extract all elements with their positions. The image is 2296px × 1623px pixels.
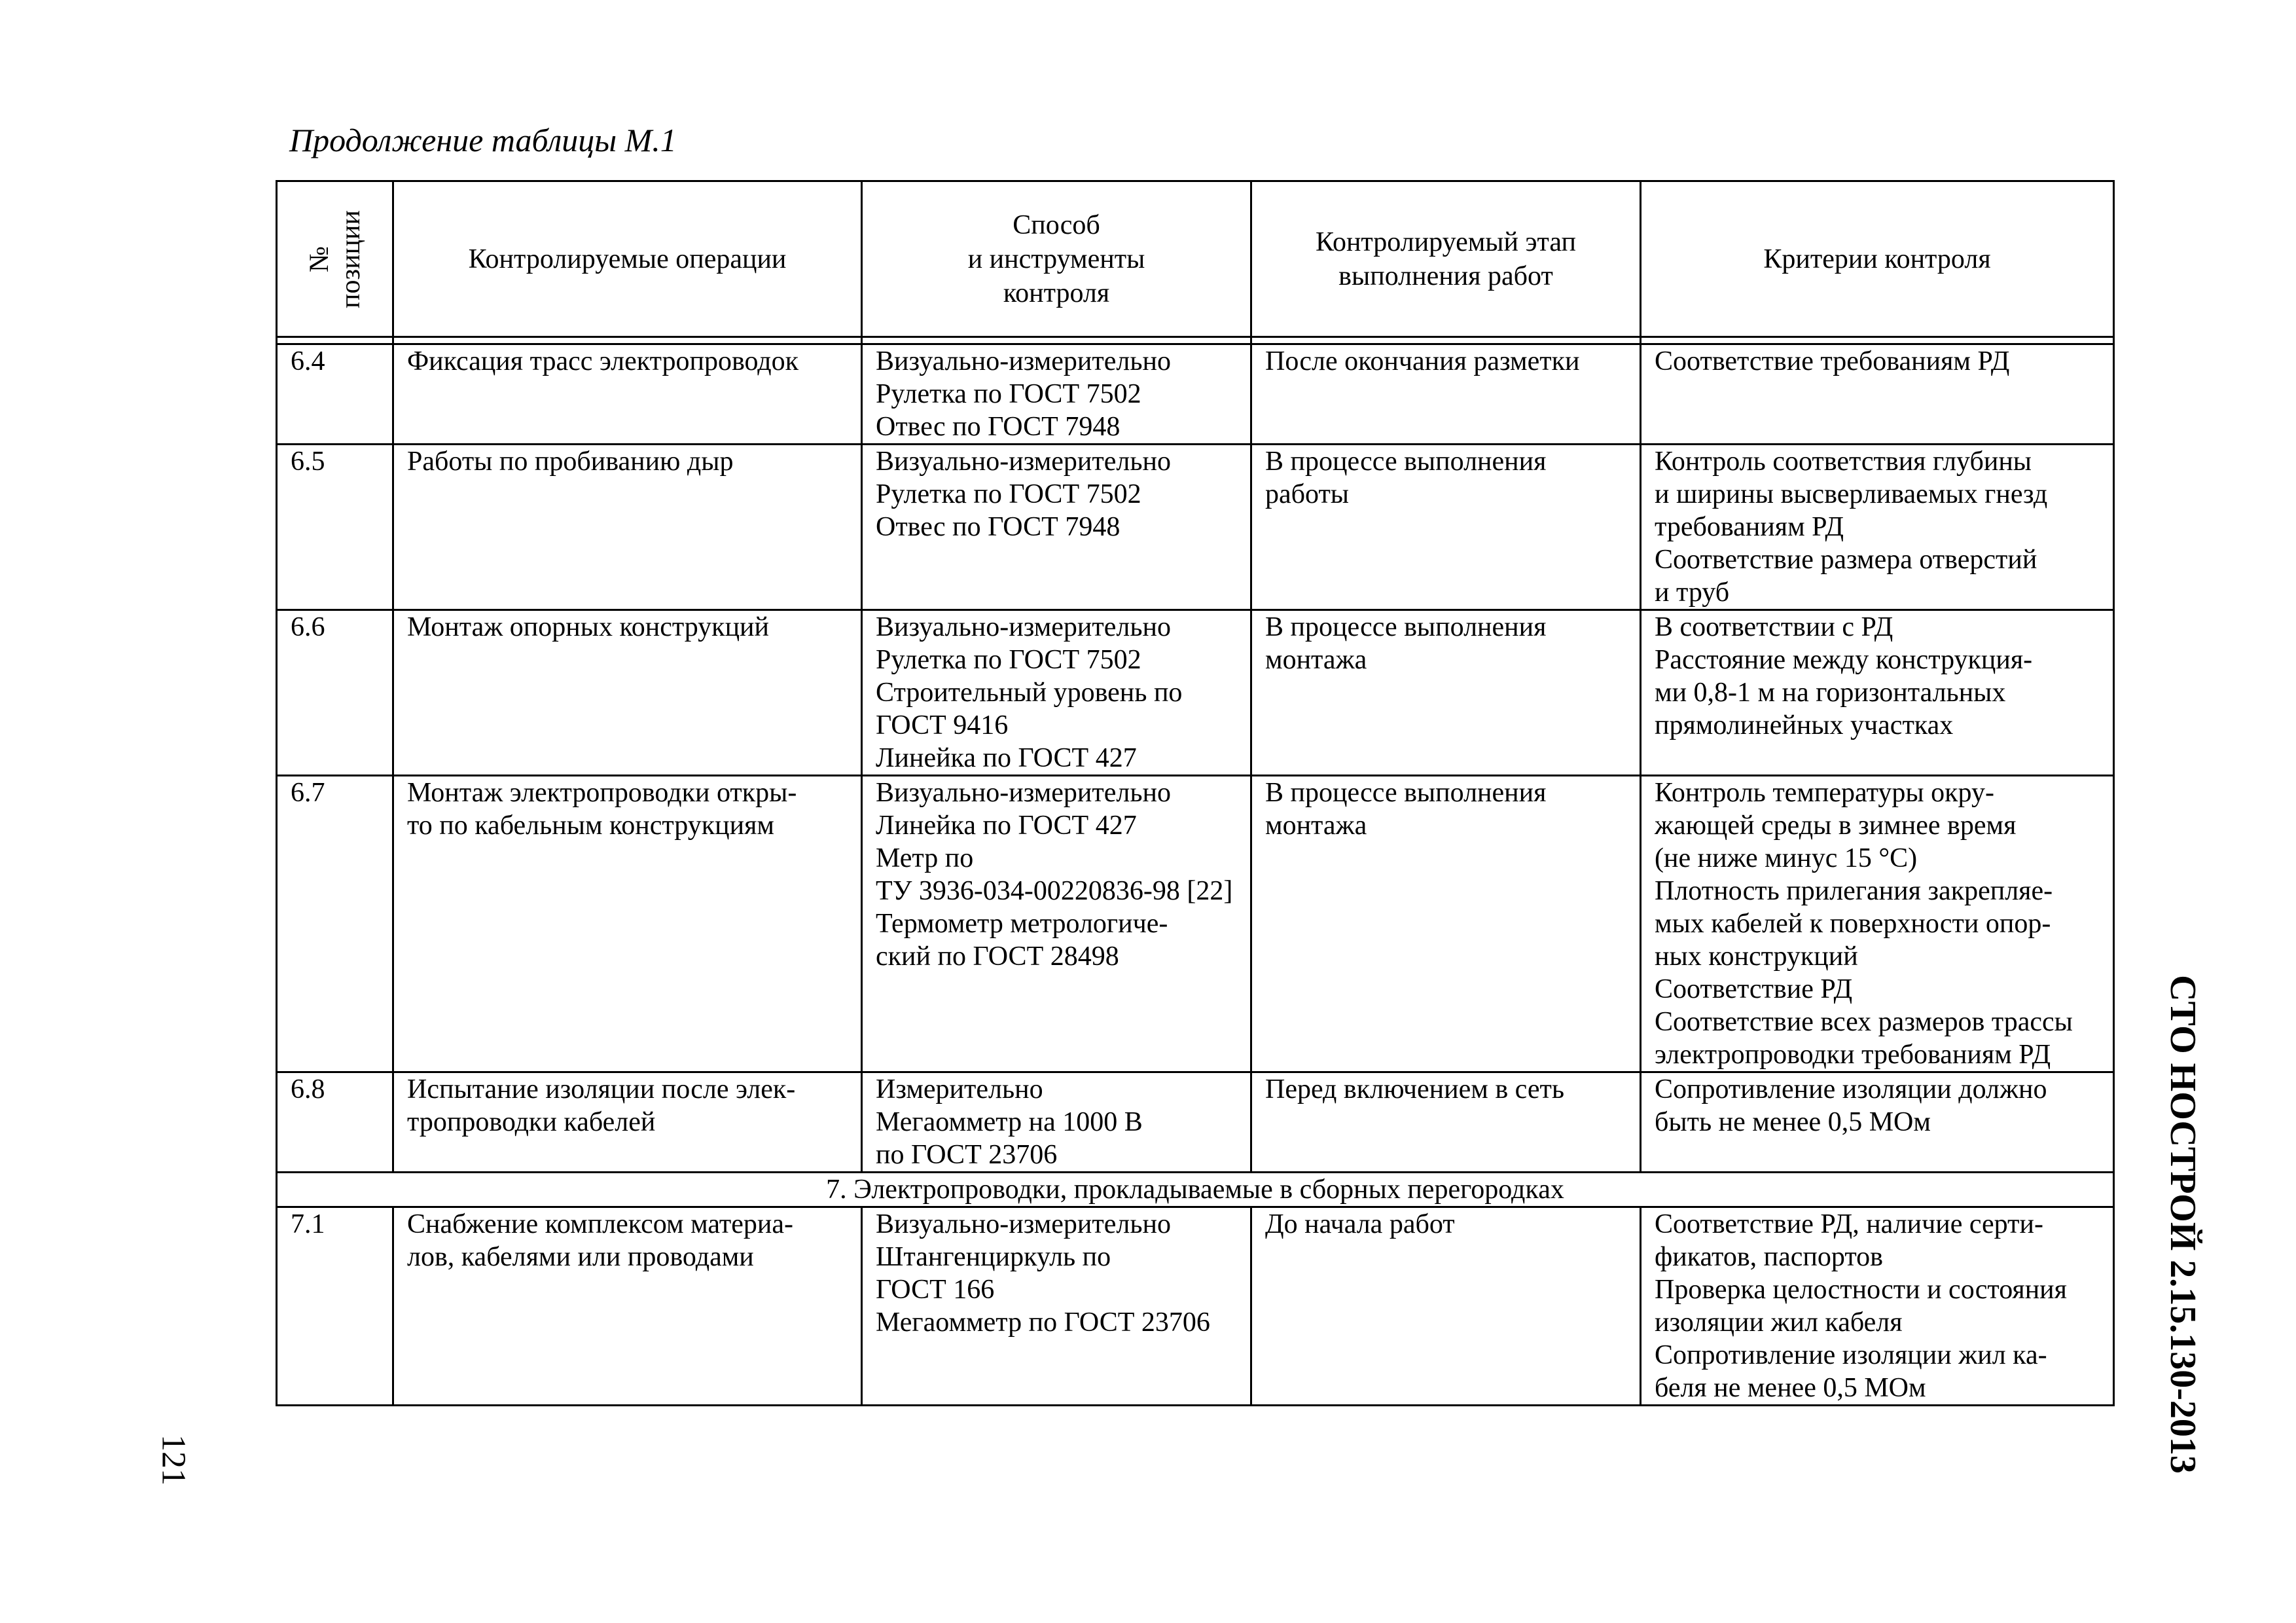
method-line: Мегаомметр на 1000 В bbox=[876, 1107, 1143, 1137]
stage-line: После окончания разметки bbox=[1265, 346, 1580, 376]
header-criteria: Критерии контроля bbox=[1641, 181, 2114, 337]
method-line: Визуально-измерительно bbox=[876, 778, 1171, 808]
header-num-line-1: № bbox=[304, 246, 334, 272]
control-table bbox=[276, 180, 2115, 1406]
stage-cell bbox=[1251, 1072, 1641, 1173]
method-cell bbox=[862, 610, 1251, 776]
stage-line: монтажа bbox=[1265, 811, 1367, 841]
criteria-line: электропроводки требованиям РД bbox=[1655, 1040, 2051, 1070]
method-line: Визуально-измерительно bbox=[876, 346, 1171, 376]
method-line: Строительный уровень по bbox=[876, 678, 1183, 708]
criteria-line: В соответствии с РД bbox=[1655, 612, 1893, 642]
header-method bbox=[862, 181, 1251, 337]
position-number: 6.8 bbox=[277, 1072, 393, 1173]
method-line: Рулетка по ГОСТ 7502 bbox=[876, 379, 1141, 409]
table-row bbox=[277, 776, 2114, 1072]
method-line: Штангенциркуль по bbox=[876, 1242, 1111, 1272]
stage-cell bbox=[1251, 610, 1641, 776]
operation-cell bbox=[393, 610, 862, 776]
operation-line: Работы по пробиванию дыр bbox=[407, 447, 734, 477]
table-row bbox=[277, 445, 2114, 610]
header-method-line-1: Способ bbox=[1013, 210, 1100, 240]
criteria-line: и труб bbox=[1655, 577, 1730, 608]
operation-line: Испытание изоляции после элек- bbox=[407, 1074, 796, 1104]
stage-line: монтажа bbox=[1265, 645, 1367, 675]
criteria-line: беля не менее 0,5 МОм bbox=[1655, 1373, 1926, 1403]
method-line: Мегаомметр по ГОСТ 23706 bbox=[876, 1307, 1210, 1338]
document-code bbox=[2153, 976, 2212, 1473]
method-line: по ГОСТ 23706 bbox=[876, 1140, 1058, 1170]
method-cell bbox=[862, 1207, 1251, 1406]
criteria-line: прямолинейных участках bbox=[1655, 710, 1954, 740]
operation-line: тропроводки кабелей bbox=[407, 1107, 656, 1137]
table-body bbox=[277, 344, 2114, 1406]
criteria-line: Контроль температуры окру- bbox=[1655, 778, 1994, 808]
criteria-line: требованиям РД bbox=[1655, 512, 1844, 542]
stage-line: В процессе выполнения bbox=[1265, 612, 1547, 642]
method-line: ГОСТ 166 bbox=[876, 1275, 995, 1305]
criteria-cell bbox=[1641, 610, 2114, 776]
method-line: Измерительно bbox=[876, 1074, 1043, 1104]
criteria-line: Соответствие РД bbox=[1655, 974, 1853, 1004]
method-cell bbox=[862, 445, 1251, 610]
operation-line: Монтаж опорных конструкций bbox=[407, 612, 770, 642]
operation-line: лов, кабелями или проводами bbox=[407, 1242, 754, 1272]
header-method-line-3: контроля bbox=[1003, 278, 1110, 308]
method-line: ГОСТ 9416 bbox=[876, 710, 1009, 740]
operation-cell bbox=[393, 1072, 862, 1173]
page-number-text: 121 bbox=[154, 1434, 192, 1486]
criteria-line: Соответствие всех размеров трассы bbox=[1655, 1007, 2073, 1037]
criteria-line: Контроль соответствия глубины bbox=[1655, 447, 2032, 477]
operation-cell bbox=[393, 776, 862, 1072]
operation-cell bbox=[393, 445, 862, 610]
stage-cell bbox=[1251, 445, 1641, 610]
header-num-line-2: позиции bbox=[335, 210, 366, 308]
criteria-cell bbox=[1641, 1207, 2114, 1406]
header-method-line-2: и инструменты bbox=[967, 244, 1145, 274]
section-row bbox=[277, 1173, 2114, 1207]
method-line: Отвес по ГОСТ 7948 bbox=[876, 512, 1121, 542]
header-separator bbox=[277, 337, 2114, 344]
method-line: Термометр метрологиче- bbox=[876, 909, 1168, 939]
criteria-line: ных конструкций bbox=[1655, 941, 1858, 972]
criteria-cell bbox=[1641, 1072, 2114, 1173]
criteria-line: Соответствие размера отверстий bbox=[1655, 545, 2037, 575]
stage-line: В процессе выполнения bbox=[1265, 778, 1547, 808]
criteria-line: Соответствие РД, наличие серти- bbox=[1655, 1209, 2043, 1239]
table-row bbox=[277, 1207, 2114, 1406]
method-line: Линейка по ГОСТ 427 bbox=[876, 743, 1137, 773]
position-number: 6.6 bbox=[277, 610, 393, 776]
method-cell bbox=[862, 344, 1251, 445]
stage-cell bbox=[1251, 344, 1641, 445]
criteria-line: мых кабелей к поверхности опор- bbox=[1655, 909, 2051, 939]
method-line: Визуально-измерительно bbox=[876, 447, 1171, 477]
table-caption: Продолжение таблицы М.1 bbox=[289, 122, 677, 158]
header-stage bbox=[1251, 181, 1641, 337]
operation-line: то по кабельным конструкциям bbox=[407, 811, 774, 841]
table-row bbox=[277, 610, 2114, 776]
method-line: Отвес по ГОСТ 7948 bbox=[876, 412, 1121, 442]
criteria-line: Сопротивление изоляции должно bbox=[1655, 1074, 2047, 1104]
table-row bbox=[277, 344, 2114, 445]
method-cell bbox=[862, 1072, 1251, 1173]
criteria-cell bbox=[1641, 776, 2114, 1072]
criteria-line: фикатов, паспортов bbox=[1655, 1242, 1883, 1272]
stage-line: В процессе выполнения bbox=[1265, 447, 1547, 477]
method-line: ский по ГОСТ 28498 bbox=[876, 941, 1119, 972]
method-line: Линейка по ГОСТ 427 bbox=[876, 811, 1137, 841]
method-line: Рулетка по ГОСТ 7502 bbox=[876, 479, 1141, 509]
stage-cell bbox=[1251, 776, 1641, 1072]
operation-line: Фиксация трасс электропроводок bbox=[407, 346, 799, 376]
criteria-line: и ширины высверливаемых гнезд bbox=[1655, 479, 2048, 509]
criteria-cell bbox=[1641, 344, 2114, 445]
stage-line: До начала работ bbox=[1265, 1209, 1455, 1239]
header-stage-line-2: выполнения работ bbox=[1338, 261, 1553, 291]
operation-line: Снабжение комплексом материа- bbox=[407, 1209, 794, 1239]
document-code-text: СТО НОСТРОЙ 2.15.130-2013 bbox=[2162, 975, 2203, 1474]
criteria-line: Проверка целостности и состояния bbox=[1655, 1275, 2067, 1305]
criteria-line: Сопротивление изоляции жил ка- bbox=[1655, 1340, 2047, 1370]
stage-line: Перед включением в сеть bbox=[1265, 1074, 1564, 1104]
header-operations: Контролируемые операции bbox=[393, 181, 862, 337]
criteria-line: Соответствие требованиям РД bbox=[1655, 346, 2010, 376]
method-line: Визуально-измерительно bbox=[876, 1209, 1171, 1239]
operation-cell bbox=[393, 1207, 862, 1406]
criteria-line: Расстояние между конструкция- bbox=[1655, 645, 2033, 675]
stage-line: работы bbox=[1265, 479, 1350, 509]
criteria-line: изоляции жил кабеля bbox=[1655, 1307, 1903, 1338]
criteria-line: жающей среды в зимнее время bbox=[1655, 811, 2017, 841]
method-line: ТУ 3936-034-00220836-98 [22] bbox=[876, 876, 1233, 906]
header-row bbox=[277, 181, 2114, 337]
criteria-line: (не ниже минус 15 °С) bbox=[1655, 843, 1918, 873]
section-7-title: 7. Электропроводки, прокладываемые в сборных перегородках bbox=[277, 1173, 2114, 1207]
method-line: Визуально-измерительно bbox=[876, 612, 1171, 642]
header-stage-line-1: Контролируемый этап bbox=[1316, 227, 1576, 257]
page-number bbox=[147, 1421, 200, 1499]
criteria-line: быть не менее 0,5 МОм bbox=[1655, 1107, 1931, 1137]
position-number: 6.5 bbox=[277, 445, 393, 610]
operation-cell bbox=[393, 344, 862, 445]
method-line: Рулетка по ГОСТ 7502 bbox=[876, 645, 1141, 675]
header-position-number bbox=[277, 181, 393, 337]
position-number: 7.1 bbox=[277, 1207, 393, 1406]
criteria-cell bbox=[1641, 445, 2114, 610]
criteria-line: ми 0,8-1 м на горизонтальных bbox=[1655, 678, 2006, 708]
position-number: 6.7 bbox=[277, 776, 393, 1072]
stage-cell bbox=[1251, 1207, 1641, 1406]
method-cell bbox=[862, 776, 1251, 1072]
method-line: Метр по bbox=[876, 843, 974, 873]
criteria-line: Плотность прилегания закрепляе- bbox=[1655, 876, 2053, 906]
table-row bbox=[277, 1072, 2114, 1173]
operation-line: Монтаж электропроводки откры- bbox=[407, 778, 797, 808]
position-number: 6.4 bbox=[277, 344, 393, 445]
